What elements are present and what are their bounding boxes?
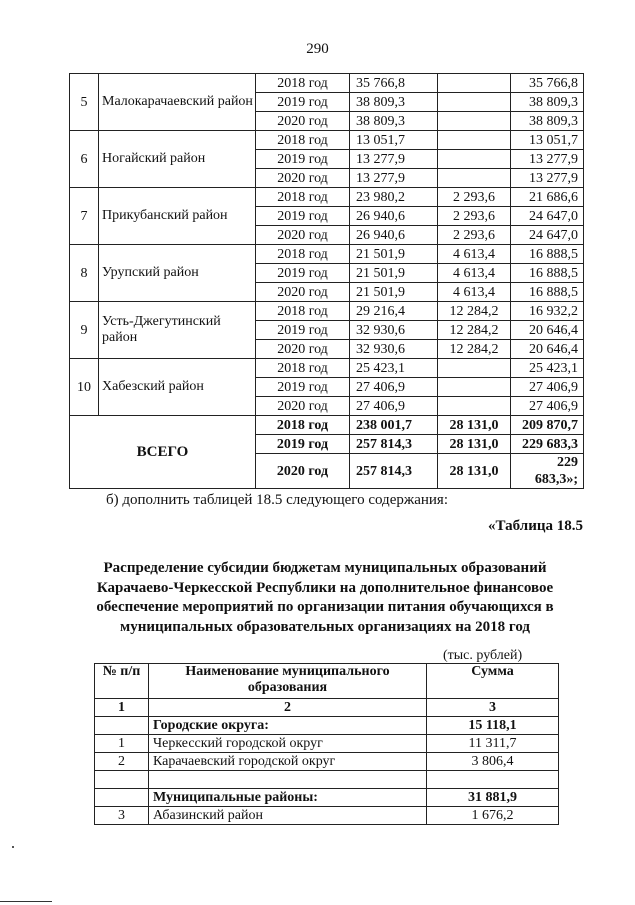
table-row	[70, 245, 584, 264]
table-row	[95, 753, 559, 771]
year-cell: 2018 год	[256, 74, 350, 93]
district-name: Усть-Джегутинский район	[99, 302, 256, 359]
other-source-cell	[438, 359, 511, 378]
table-row	[95, 807, 559, 825]
other-source-cell: 28 131,0	[438, 454, 511, 489]
subsidy-amount-cell: 20 646,4	[511, 340, 584, 359]
year-cell: 2020 год	[256, 454, 350, 489]
table-row	[70, 302, 584, 321]
row-number	[95, 717, 149, 735]
subsidy-amount-cell: 229 683,3»;	[511, 454, 584, 489]
total-row	[70, 416, 584, 435]
total-amount-cell: 32 930,6	[350, 321, 438, 340]
subsidy-amount-cell: 38 809,3	[511, 112, 584, 131]
column-index-row	[95, 699, 559, 717]
district-name: Прикубанский район	[99, 188, 256, 245]
subsidy-amount-cell: 13 051,7	[511, 131, 584, 150]
year-cell: 2019 год	[256, 264, 350, 283]
header-name: Наименование муниципального образования	[149, 664, 427, 699]
index-cell: 2	[149, 699, 427, 717]
district-name: Малокарачаевский район	[99, 74, 256, 131]
subsidy-amount-cell: 13 277,9	[511, 169, 584, 188]
other-source-cell	[438, 150, 511, 169]
page-number: 290	[306, 41, 329, 57]
subsidy-amount-cell: 21 686,6	[511, 188, 584, 207]
year-cell: 2019 год	[256, 378, 350, 397]
other-source-cell	[438, 112, 511, 131]
district-number: 5	[70, 74, 99, 131]
row-number	[95, 789, 149, 807]
amount-cell: 1 676,2	[427, 807, 559, 825]
row-number: 3	[95, 807, 149, 825]
subsidy-amount-cell: 209 870,7	[511, 416, 584, 435]
other-source-cell: 28 131,0	[438, 435, 511, 454]
subsidy-amount-cell: 20 646,4	[511, 321, 584, 340]
total-amount-cell: 13 277,9	[350, 150, 438, 169]
total-amount-cell: 21 501,9	[350, 283, 438, 302]
subsidy-amount-cell: 16 888,5	[511, 283, 584, 302]
municipality-name	[149, 771, 427, 789]
municipality-name: Абазинский район	[149, 807, 427, 825]
year-cell: 2018 год	[256, 416, 350, 435]
scan-mark	[12, 846, 14, 848]
year-cell: 2020 год	[256, 226, 350, 245]
subsidy-amount-cell: 25 423,1	[511, 359, 584, 378]
other-source-cell: 4 613,4	[438, 245, 511, 264]
municipality-name: Черкесский городской округ	[149, 735, 427, 753]
row-number	[95, 771, 149, 789]
amendment-intro-text: б) дополнить таблицей 18.5 следующего содержания:	[106, 492, 448, 508]
index-cell: 1	[95, 699, 149, 717]
total-amount-cell: 26 940,6	[350, 207, 438, 226]
year-cell: 2020 год	[256, 397, 350, 416]
year-cell: 2020 год	[256, 283, 350, 302]
year-cell: 2019 год	[256, 150, 350, 169]
table-title: Распределение субсидии бюджетам муниципальных образований Карачаево-Черкесской Республики на дополнительное финансовое обеспечение мероприятий по организации питания обучающихся в муниципальных образовательных организациях на 2018 год	[96, 560, 554, 635]
district-name: Хабезский район	[99, 359, 256, 416]
total-amount-cell: 27 406,9	[350, 397, 438, 416]
total-amount-cell: 27 406,9	[350, 378, 438, 397]
amount-cell: 31 881,9	[427, 789, 559, 807]
other-source-cell	[438, 74, 511, 93]
total-amount-cell: 21 501,9	[350, 245, 438, 264]
other-source-cell: 12 284,2	[438, 302, 511, 321]
year-cell: 2019 год	[256, 321, 350, 340]
total-amount-cell: 38 809,3	[350, 112, 438, 131]
district-number: 9	[70, 302, 99, 359]
total-amount-cell: 257 814,3	[350, 454, 438, 489]
other-source-cell: 2 293,6	[438, 188, 511, 207]
table-row	[70, 188, 584, 207]
year-cell: 2020 год	[256, 112, 350, 131]
year-cell: 2018 год	[256, 302, 350, 321]
district-number: 10	[70, 359, 99, 416]
index-cell: 3	[427, 699, 559, 717]
subsidy-table-continued	[69, 73, 584, 489]
other-source-cell: 4 613,4	[438, 264, 511, 283]
year-cell: 2020 год	[256, 169, 350, 188]
total-amount-cell: 38 809,3	[350, 93, 438, 112]
total-amount-cell: 23 980,2	[350, 188, 438, 207]
header-num: № п/п	[95, 664, 149, 699]
subsidy-amount-cell: 27 406,9	[511, 397, 584, 416]
total-amount-cell: 35 766,8	[350, 74, 438, 93]
other-source-cell	[438, 397, 511, 416]
total-amount-cell: 32 930,6	[350, 340, 438, 359]
total-amount-cell: 13 277,9	[350, 169, 438, 188]
year-cell: 2019 год	[256, 435, 350, 454]
municipality-name: Карачаевский городской округ	[149, 753, 427, 771]
amount-cell: 15 118,1	[427, 717, 559, 735]
municipality-name: Городские округа:	[149, 717, 427, 735]
total-amount-cell: 21 501,9	[350, 264, 438, 283]
subsidy-amount-cell: 13 277,9	[511, 150, 584, 169]
total-label: ВСЕГО	[70, 416, 256, 489]
table-row	[70, 131, 584, 150]
year-cell: 2019 год	[256, 93, 350, 112]
district-number: 8	[70, 245, 99, 302]
total-amount-cell: 13 051,7	[350, 131, 438, 150]
subsidy-amount-cell: 16 888,5	[511, 245, 584, 264]
footnote-divider	[0, 901, 52, 902]
other-source-cell	[438, 378, 511, 397]
district-number: 7	[70, 188, 99, 245]
subsidy-amount-cell: 35 766,8	[511, 74, 584, 93]
other-source-cell	[438, 131, 511, 150]
year-cell: 2019 год	[256, 207, 350, 226]
year-cell: 2018 год	[256, 188, 350, 207]
other-source-cell: 12 284,2	[438, 321, 511, 340]
total-amount-cell: 29 216,4	[350, 302, 438, 321]
row-number: 2	[95, 753, 149, 771]
amount-cell: 3 806,4	[427, 753, 559, 771]
other-source-cell	[438, 93, 511, 112]
other-source-cell: 2 293,6	[438, 226, 511, 245]
district-name: Ногайский район	[99, 131, 256, 188]
subsidy-amount-cell: 16 932,2	[511, 302, 584, 321]
table-reference: «Таблица 18.5	[488, 518, 583, 534]
group-row	[95, 789, 559, 807]
year-cell: 2018 год	[256, 245, 350, 264]
header-sum: Сумма	[427, 664, 559, 699]
other-source-cell: 28 131,0	[438, 416, 511, 435]
total-amount-cell: 26 940,6	[350, 226, 438, 245]
other-source-cell: 12 284,2	[438, 340, 511, 359]
row-number: 1	[95, 735, 149, 753]
year-cell: 2018 год	[256, 131, 350, 150]
subsidy-amount-cell: 27 406,9	[511, 378, 584, 397]
subsidy-amount-cell: 16 888,5	[511, 264, 584, 283]
subsidy-amount-cell: 38 809,3	[511, 93, 584, 112]
table-row	[95, 735, 559, 753]
subsidy-distribution-table	[94, 663, 559, 825]
amount-cell	[427, 771, 559, 789]
municipality-name: Муниципальные районы:	[149, 789, 427, 807]
district-number: 6	[70, 131, 99, 188]
amount-cell: 11 311,7	[427, 735, 559, 753]
table-row	[70, 74, 584, 93]
other-source-cell: 4 613,4	[438, 283, 511, 302]
table-row	[95, 771, 559, 789]
total-amount-cell: 257 814,3	[350, 435, 438, 454]
units-label: (тыс. рублей)	[443, 648, 523, 663]
year-cell: 2018 год	[256, 359, 350, 378]
other-source-cell: 2 293,6	[438, 207, 511, 226]
table-row	[70, 359, 584, 378]
subsidy-amount-cell: 24 647,0	[511, 226, 584, 245]
total-amount-cell: 238 001,7	[350, 416, 438, 435]
subsidy-amount-cell: 24 647,0	[511, 207, 584, 226]
other-source-cell	[438, 169, 511, 188]
total-amount-cell: 25 423,1	[350, 359, 438, 378]
subsidy-amount-cell: 229 683,3	[511, 435, 584, 454]
district-name: Урупский район	[99, 245, 256, 302]
group-row	[95, 717, 559, 735]
year-cell: 2020 год	[256, 340, 350, 359]
table-header-row	[95, 664, 559, 699]
